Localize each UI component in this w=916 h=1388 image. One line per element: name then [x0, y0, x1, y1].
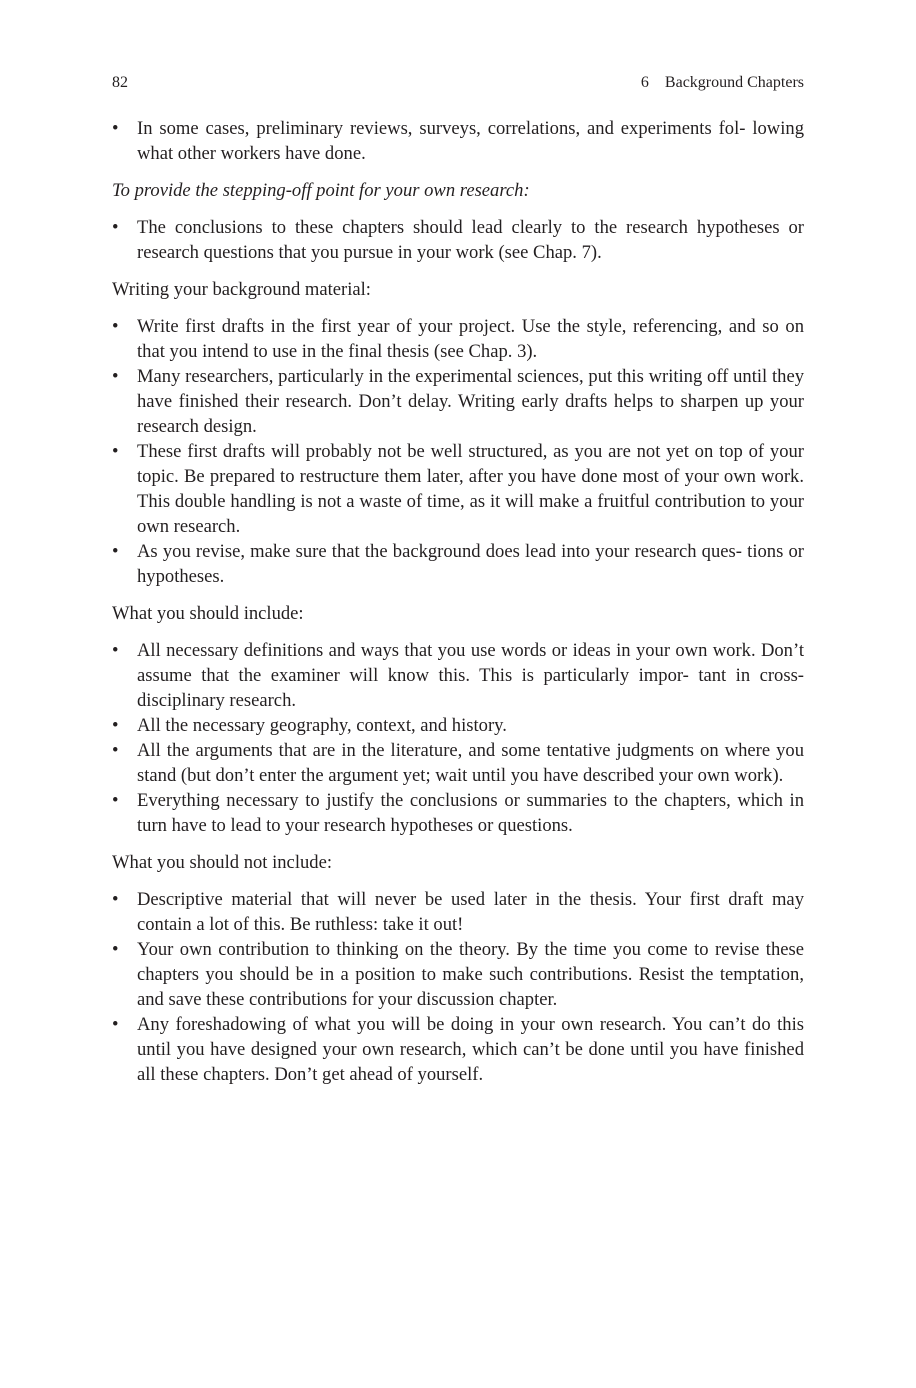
running-head [112, 72, 804, 94]
list-item-text: The conclusions to these chapters should lead clearly to the research hypotheses or research questions that you pursue in your work (see Chap. 7). [137, 217, 804, 263]
list-item: • The conclusions to these chapters should lead clearly to the research hypotheses or research questions that you pursue in your work (see Chap. 7). [112, 217, 804, 263]
bullet-list-preliminary [112, 116, 804, 166]
list-item: • These first drafts will probably not be well structured, as you are not yet on top of your topic. Be prepared to restructure them later, after you have done most of your own work. This double handling is not a waste of time, as it will make a fruitful contribution to your own research. [112, 441, 804, 537]
list-item: • All necessary definitions and ways that you use words or ideas in your own work. Don’t assume that the examiner will know this. This is particularly impor- tant in cross-disciplinary research. [112, 640, 804, 711]
list-item: • Many researchers, particularly in the experimental sciences, put this writing off until they have finished their research. Don’t delay. Writing early drafts helps to sharpen up your research design. [112, 366, 804, 437]
list-item-text: Write first drafts in the first year of your project. Use the style, referencing, and so on that you intend to use in the final thesis (see Chap. 3). [137, 316, 804, 362]
chapter-number: 6 [640, 74, 649, 91]
list-item: • Your own contribution to thinking on the theory. By the time you come to revise these chapters you should be in a position to make such contributions. Resist the temptation, and save these contributions for your discussion chapter. [112, 939, 804, 1010]
section-heading-not-include: What you should not include: [112, 852, 332, 873]
list-item-text: Many researchers, particularly in the experimental sciences, put this writing off until they have finished their research. Don’t delay. Writing early drafts helps to sharpen up your research design. [137, 366, 804, 437]
list-item-text: Everything necessary to justify the conclusions or summaries to the chapters, which in turn have to lead to your research hypotheses or questions. [137, 790, 804, 836]
list-item: • Write first drafts in the first year of your project. Use the style, referencing, and so on that you intend to use in the final thesis (see Chap. 3). [112, 316, 804, 362]
bullet-list-include [112, 638, 804, 838]
chapter-heading [641, 72, 804, 94]
page-number: 82 [112, 74, 128, 91]
bullet-list-not-include [112, 887, 804, 1087]
list-item-text: All necessary definitions and ways that you use words or ideas in your own work. Don’t assume that the examiner will know this. This is particularly impor- tant in cross-disciplinary research. [137, 640, 804, 711]
section-heading-include: What you should include: [112, 603, 304, 624]
list-item: • Everything necessary to justify the conclusions or summaries to the chapters, which in turn have to lead to your research hypotheses or questions. [112, 790, 804, 836]
list-item-text: These first drafts will probably not be well structured, as you are not yet on top of your topic. Be prepared to restructure them later, after you have done most of your own work. This double handling is not a waste of time, as it will make a fruitful contribution to your own research. [137, 441, 804, 537]
list-item: • All the arguments that are in the literature, and some tentative judgments on where you stand (but don’t enter the argument yet; wait until you have described your own work). [112, 740, 804, 786]
list-item: • Any foreshadowing of what you will be doing in your own research. You can’t do this until you have designed your own research, which can’t be done until you have finished all these chapters. Don’t get ahead of yourself. [112, 1014, 804, 1085]
list-item-text: Your own contribution to thinking on the theory. By the time you come to revise these chapters you should be in a position to make such contributions. Resist the temptation, and save these contributions for your discussion chapter. [137, 939, 804, 1010]
list-item: • In some cases, preliminary reviews, surveys, correlations, and experiments fol- lowing what other workers have done. [112, 118, 804, 164]
list-item-text: All the arguments that are in the literature, and some tentative judgments on where you stand (but don’t enter the argument yet; wait until you have described your own work). [137, 740, 804, 786]
section-heading-stepping-off: To provide the stepping-off point for your own research: [112, 180, 530, 201]
list-item: • All the necessary geography, context, and history. [112, 715, 507, 736]
section-heading-writing: Writing your background material: [112, 279, 371, 300]
list-item: • Descriptive material that will never be used later in the thesis. Your first draft may contain a lot of this. Be ruthless: take it out! [112, 889, 804, 935]
bullet-list-writing [112, 314, 804, 589]
list-item-text: All the necessary geography, context, and history. [137, 715, 507, 736]
chapter-title: Background Chapters [664, 74, 804, 91]
list-item: • As you revise, make sure that the background does lead into your research ques- tions or hypotheses. [112, 541, 804, 587]
bullet-list-conclusions [112, 215, 804, 265]
book-page [112, 72, 804, 1087]
list-item-text: Descriptive material that will never be used later in the thesis. Your first draft may contain a lot of this. Be ruthless: take it out! [137, 889, 804, 935]
list-item-text: Any foreshadowing of what you will be doing in your own research. You can’t do this until you have designed your own research, which can’t be done until you have finished all these chapters. Don’t get ahead of yourself. [137, 1014, 804, 1085]
list-item-text: In some cases, preliminary reviews, surveys, correlations, and experiments fol- lowing what other workers have done. [137, 118, 804, 164]
list-item-text: As you revise, make sure that the background does lead into your research ques- tions or hypotheses. [137, 541, 804, 587]
